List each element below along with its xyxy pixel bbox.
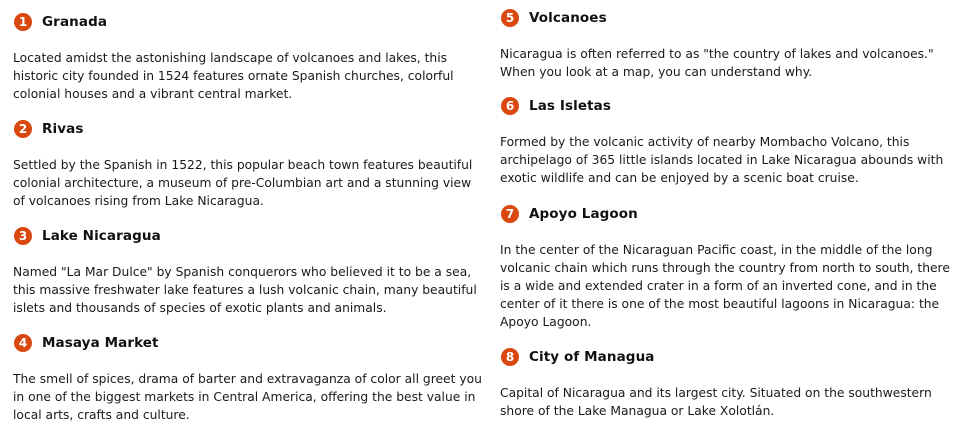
number-badge: 4 (14, 334, 32, 352)
item-description: The smell of spices, drama of barter and extravaganza of color all greet you in one of the biggest markets in Central America, offering the best value in local arts, crafts and culture. (13, 372, 482, 422)
number-badge: 7 (501, 205, 519, 223)
item-header (501, 96, 962, 116)
number-badge: 2 (14, 120, 32, 138)
item-description: Capital of Nicaragua and its largest city. Situated on the southwestern shore of the Lake Managua or Lake Xolotlán. (500, 386, 932, 418)
list-item-granada (13, 12, 483, 103)
number-badge: 6 (501, 97, 519, 115)
item-title: Granada (42, 14, 108, 30)
item-header (501, 8, 962, 28)
number-badge: 5 (501, 9, 519, 27)
list-item-masaya-market (13, 333, 483, 424)
item-description: Settled by the Spanish in 1522, this popular beach town features beautiful colonial architecture, a museum of pre-Columbian art and a stunning view of volcanoes rising from Lake Nicaragua. (13, 158, 473, 208)
list-item-city-of-managua (500, 347, 962, 420)
item-title: Volcanoes (529, 10, 607, 26)
list-item-apoyo-lagoon (500, 204, 962, 331)
item-title: Lake Nicaragua (42, 228, 161, 244)
list-item-lake-nicaragua (13, 226, 483, 317)
item-title: Apoyo Lagoon (529, 206, 638, 222)
item-description: Located amidst the astonishing landscape of volcanoes and lakes, this historic city founded in 1524 features ornate Spanish churches, colorful colonial houses and a vibrant central market. (13, 51, 454, 101)
item-header (14, 12, 483, 32)
list-item-las-isletas (500, 96, 962, 187)
number-badge: 1 (14, 13, 32, 31)
item-title: City of Managua (529, 349, 655, 365)
item-description: In the center of the Nicaraguan Pacific coast, in the middle of the long volcanic chain which runs through the country from north to south, there is a wide and extended crater in a form of an inverted cone, and in the center of it there is one of the most beautiful lagoons in Nicaragua: the Apoyo Lagoon. (500, 243, 950, 329)
item-description: Named "La Mar Dulce" by Spanish conquerors who believed it to be a sea, this massive freshwater lake features a lush volcanic chain, many beautiful islets and thousands of species of exotic plants and animals. (13, 265, 477, 315)
item-title: Rivas (42, 121, 84, 137)
item-description: Nicaragua is often referred to as "the country of lakes and volcanoes." When you look at a map, you can understand why. (500, 47, 934, 79)
number-badge: 3 (14, 227, 32, 245)
item-title: Masaya Market (42, 335, 159, 351)
item-header (501, 347, 962, 367)
item-header (14, 226, 483, 246)
item-header (14, 333, 483, 353)
list-item-rivas (13, 119, 483, 210)
item-header (501, 204, 962, 224)
number-badge: 8 (501, 348, 519, 366)
item-description: Formed by the volcanic activity of nearby Mombacho Volcano, this archipelago of 365 little islands located in Lake Nicaragua abounds with exotic wildlife and can be enjoyed by a scenic boat cruise. (500, 135, 944, 185)
item-title: Las Isletas (529, 98, 611, 114)
item-header (14, 119, 483, 139)
list-item-volcanoes (500, 8, 962, 81)
